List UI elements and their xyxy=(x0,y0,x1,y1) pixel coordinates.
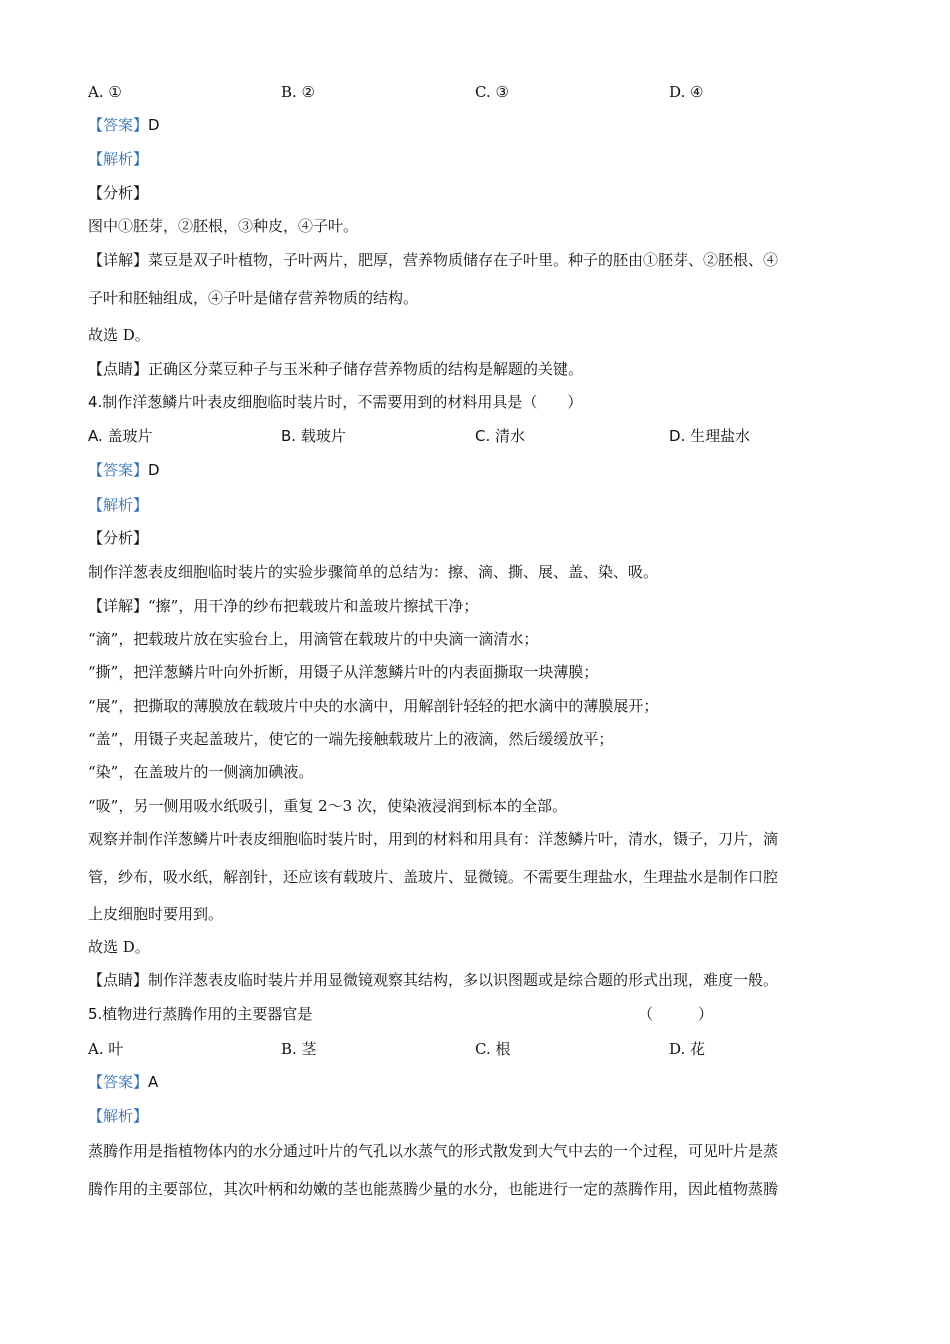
q5-options xyxy=(88,1039,868,1059)
detail-text: 菜豆是双子叶植物，子叶两片，肥厚，营养物质储存在子叶里。种子的胚由①胚芽、②胚根、④ xyxy=(148,251,779,269)
q5-option-d: D. 花 xyxy=(669,1040,706,1058)
q4-step-5: “盖”，用镊子夹起盖玻片，使它的一端先接触载玻片上的液滴，然后缓缓放平； xyxy=(88,730,614,748)
q5-answer-paren: （ ） xyxy=(638,1005,714,1023)
dianjing-text: 制作洋葱表皮临时装片并用显微镜观察其结构，多以识图题或是综合题的形式出现，难度一般。 xyxy=(148,971,779,989)
answer-value: D xyxy=(148,461,160,479)
q4-fenxi-text: 制作洋葱表皮细胞临时装片的实验步骤简单的总结为：擦、滴、撕、展、盖、染、吸。 xyxy=(88,563,659,581)
answer-tag: 【答案】 xyxy=(88,116,149,134)
q4-choose: 故选 D。 xyxy=(88,938,150,956)
answer-value: D xyxy=(148,116,160,134)
q3-option-b: B. ② xyxy=(281,83,316,101)
q4-stem: 4.制作洋葱鳞片叶表皮细胞临时装片时，不需要用到的材料用具是（ ） xyxy=(88,393,583,411)
q4-dianjing xyxy=(88,970,870,990)
q4-option-d: D. 生理盐水 xyxy=(669,427,751,445)
answer-tag: 【答案】 xyxy=(88,461,149,479)
detail-tag: 【详解】 xyxy=(88,251,149,269)
dianjing-text: 正确区分菜豆种子与玉米种子储存营养物质的结构是解题的关键。 xyxy=(148,360,584,378)
q3-detail-line1 xyxy=(88,250,870,270)
q4-observation-line3: 上皮细胞时要用到。 xyxy=(88,905,224,923)
q5-jiexi-tag: 【解析】 xyxy=(88,1107,149,1125)
dianjing-tag: 【点睛】 xyxy=(88,971,149,989)
q5-option-c: C. 根 xyxy=(475,1040,511,1058)
q5-answer xyxy=(88,1072,870,1092)
q3-jiexi-tag: 【解析】 xyxy=(88,150,149,168)
q3-options xyxy=(88,82,868,102)
answer-tag: 【答案】 xyxy=(88,1073,149,1091)
step-text: “擦”，用干净的纱布把载玻片和盖玻片擦拭干净； xyxy=(148,597,479,615)
q4-options xyxy=(88,426,868,446)
answer-value: A xyxy=(148,1073,159,1091)
q3-choose: 故选 D。 xyxy=(88,326,150,344)
q3-option-d: D. ④ xyxy=(669,83,704,101)
q3-fenxi-tag: 【分析】 xyxy=(88,184,149,202)
q4-option-a: A. 盖玻片 xyxy=(88,427,153,445)
q4-option-b: B. 载玻片 xyxy=(281,427,346,445)
q4-detail-step-1 xyxy=(88,596,870,616)
q4-fenxi-tag: 【分析】 xyxy=(88,529,149,547)
q4-step-3: “撕”，把洋葱鳞片叶向外折断，用镊子从洋葱鳞片叶的内表面撕取一块薄膜； xyxy=(88,663,599,681)
q4-option-c: C. 清水 xyxy=(475,427,526,445)
q3-dianjing xyxy=(88,359,870,379)
q3-detail-line2: 子叶和胚轴组成，④子叶是储存营养物质的结构。 xyxy=(88,289,419,307)
q4-step-4: “展”，把撕取的薄膜放在载玻片中央的水滴中，用解剖针轻轻的把水滴中的薄膜展开； xyxy=(88,697,659,715)
q5-option-a: A. 叶 xyxy=(88,1040,124,1058)
q3-option-c: C. ③ xyxy=(475,83,509,101)
q3-option-a: A. ① xyxy=(88,83,122,101)
q5-stem: 5.植物进行蒸腾作用的主要器官是 xyxy=(88,1005,313,1023)
detail-tag: 【详解】 xyxy=(88,597,149,615)
q4-step-6: “染”，在盖玻片的一侧滴加碘液。 xyxy=(88,763,314,781)
q3-answer xyxy=(88,115,870,135)
q5-option-b: B. 茎 xyxy=(281,1040,317,1058)
q4-step-2: “滴”，把载玻片放在实验台上，用滴管在载玻片的中央滴一滴清水； xyxy=(88,630,539,648)
q5-text-line1: 蒸腾作用是指植物体内的水分通过叶片的气孔以水蒸气的形式散发到大气中去的一个过程，可见叶片是蒸 xyxy=(88,1142,779,1160)
q3-fenxi-text: 图中①胚芽，②胚根，③种皮，④子叶。 xyxy=(88,217,359,235)
q4-jiexi-tag: 【解析】 xyxy=(88,496,149,514)
q4-observation-line2: 管，纱布，吸水纸，解剖针，还应该有载玻片、盖玻片、显微镜。不需要生理盐水，生理盐水是制作口腔 xyxy=(88,868,779,886)
dianjing-tag: 【点睛】 xyxy=(88,360,149,378)
q5-text-line2: 腾作用的主要部位，其次叶柄和幼嫩的茎也能蒸腾少量的水分，也能进行一定的蒸腾作用，因此植物蒸腾 xyxy=(88,1180,779,1198)
q4-observation-line1: 观察并制作洋葱鳞片叶表皮细胞临时装片时，用到的材料和用具有：洋葱鳞片叶，清水，镊子，刀片，滴 xyxy=(88,830,779,848)
q4-answer xyxy=(88,460,870,480)
q4-step-7: “吸”，另一侧用吸水纸吸引，重复 2～3 次，使染液浸润到标本的全部。 xyxy=(88,797,567,815)
